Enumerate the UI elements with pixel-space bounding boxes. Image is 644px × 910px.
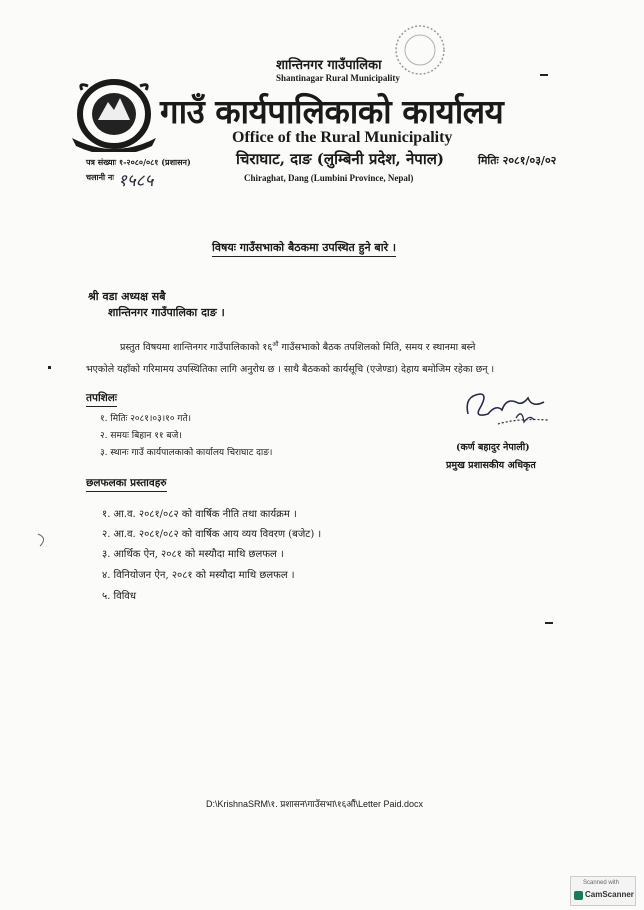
camscanner-logo-icon xyxy=(574,891,583,900)
details-item: १. मितिः २०८१।०३।१० गते। xyxy=(100,414,191,424)
subject-line: विषयः गाउँसभाको बैठकमा उपस्थित हुने बारे । xyxy=(212,240,396,257)
office-address-np: चिराघाट, दाङ (लुम्बिनी प्रदेश, नेपाल) xyxy=(236,150,444,168)
recipient-line-1: श्री वडा अध्यक्ष सबै xyxy=(88,290,166,303)
municipality-emblem-icon xyxy=(68,76,160,152)
watermark-line-1: Scanned with xyxy=(583,880,620,886)
body-paragraph-line-2: भएकोले यहाँको गरिमामय उपस्थितिका लागि अनुरोध छ । साथै बैठकको कार्यसूचि (एजेण्डा) देहाय बमोजिम रहेका छन् । xyxy=(86,364,495,375)
municipality-name-en: Shantinagar Rural Municipality xyxy=(276,73,400,83)
body-text-rest: गाउँसभाको बैठक तपशिलको मिति, समय र स्थानमा बस्ने xyxy=(278,342,476,354)
dispatch-label: चलानी नः xyxy=(86,172,114,182)
recipient-line-2: शान्तिनगर गाउँपालिका दाङ । xyxy=(108,306,225,319)
signatory-title: प्रमुख प्रशासकीय अधिकृत xyxy=(446,460,536,471)
scan-mark xyxy=(540,74,548,76)
office-title-en: Office of the Rural Municipality xyxy=(232,129,453,146)
camscanner-watermark xyxy=(570,876,636,906)
punch-hole-mark-icon xyxy=(36,530,50,550)
details-item: ३. स्थानः गाउँ कार्यपालकाको कार्यालय चिराघाट दाङ। xyxy=(100,448,273,458)
seal-stamp-icon xyxy=(392,22,448,80)
scan-mark xyxy=(48,366,51,369)
watermark-line-2: CamScanner xyxy=(585,890,634,899)
signature-icon xyxy=(458,384,554,432)
agenda-item: २. आ.व. २०८१/०८२ को वार्षिक आय व्यय विवरण (बजेट) । xyxy=(102,529,322,540)
reference-number: पत्र संख्याः १-२०८०/०८१ (प्रशासन) xyxy=(86,157,191,167)
office-address-en: Chiraghat, Dang (Lumbini Province, Nepal) xyxy=(244,173,414,183)
ordinal-suffix: औं xyxy=(272,341,279,348)
body-text-start: प्रस्तुत विषयमा शान्तिनगर गाउँपालिकाको १६ xyxy=(120,342,273,354)
details-item: २. समयः बिहान ११ बजे। xyxy=(100,431,182,441)
agenda-item: ५. विविध xyxy=(102,591,137,602)
agenda-heading: छलफलका प्रस्तावहरु xyxy=(86,476,167,492)
signatory-name: (कर्ण बहादुर नेपाली) xyxy=(456,442,530,453)
municipality-name-np: शान्तिनगर गाउँपालिका xyxy=(276,58,382,73)
dispatch-number: १५८५ xyxy=(118,171,154,191)
agenda-item: ३. आर्थिक ऐन, २०८१ को मस्यौदा माथि छलफल । xyxy=(102,549,284,560)
agenda-item: ४. विनियोजन ऐन, २०८१ को मस्यौदा माथि छलफल । xyxy=(102,570,295,581)
body-paragraph-line-1 xyxy=(120,340,475,353)
scan-mark xyxy=(545,622,553,624)
office-title-np: गाउँ कार्यपालिकाको कार्यालय xyxy=(160,92,504,131)
file-path-footer: D:\KrishnaSRM\१. प्रशासन\गाउँसभा\१६औं\Letter Paid.docx xyxy=(206,799,424,809)
details-heading: तपशिलः xyxy=(86,391,117,407)
agenda-item: १. आ.व. २०८१/०८२ को वार्षिक नीति तथा कार्यक्रम । xyxy=(102,509,297,520)
letter-date: मितिः २०८१/०३/०२ xyxy=(478,154,557,167)
